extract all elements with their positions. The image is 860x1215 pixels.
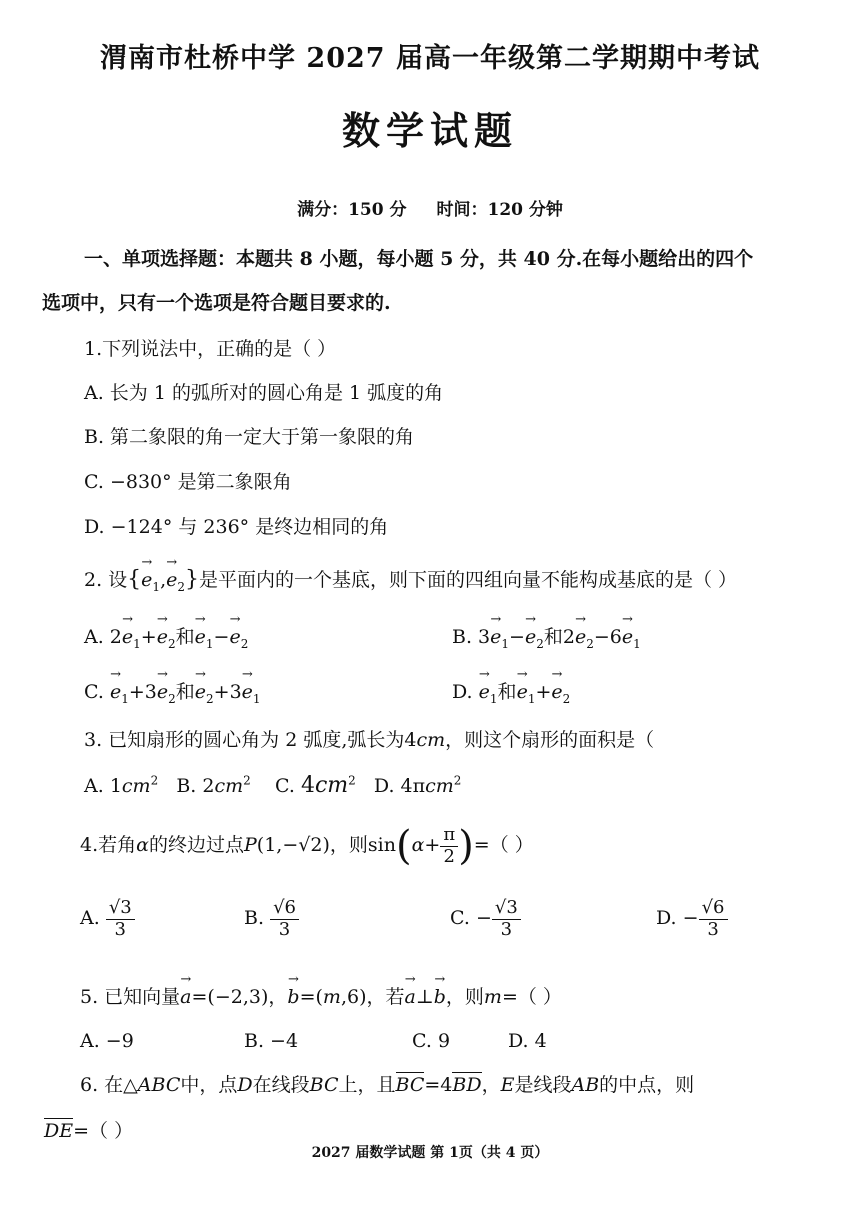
question-1-stem: 1.下列说法中，正确的是（ ） [84,338,337,360]
page-footer: 2027 届数学试题 第 1页（共 4 页） [311,1145,549,1161]
question-5-stem: 5. 已知向量→ a=(−2,3)，→ b=(m,6)，若→ a⊥→ b，则m=（ ） [80,982,562,1009]
question-2-option-b: B. $3\to e_1-\to e_2$和$2\to e_2-6\to e_1$ [452,622,641,651]
question-4-option-b: B. $\frac{√6}{3}$ [244,898,299,940]
full-score: 满分：150 分 [297,200,407,220]
question-1-option-a: A. 长为 1 的弧所对的圆心角是 1 弧度的角 [84,382,444,404]
question-3-stem: 3. 已知扇形的圆心角为 2 弧度,弧长为4cm，则这个扇形的面积是（ [84,729,655,751]
question-4-option-c: C. − $\frac{√3}{3}$ [450,898,521,940]
question-6-stem: 6. 在△ABC中，点D在线段BC上，且BC=4BD，E是线段AB的中点，则 [80,1074,695,1096]
question-4-stem: 4.若角α的终边过点P(1,−√2)，则sin(α+ $\frac{\pi}{2}$ )=（ ） [80,823,534,870]
question-1-option-b: B. 第二象限的角一定大于第一象限的角 [84,426,415,448]
question-2-option-d: D. → $e_1$和→ $e_1+\to e_2$ [452,677,570,706]
question-3-options [84,773,461,798]
question-3-option-b: B. $2cm^2$ [176,773,251,797]
question-2-option-a: A. $2\to e_1+\to e_2$和→ $e_1-\to e_2$ [84,622,248,651]
exam-meta [0,195,860,220]
question-1-option-d: D. −124° 与 236° 是终边相同的角 [84,516,389,538]
question-1-option-c: C. −830° 是第二象限角 [84,471,292,493]
question-2-stem: 2. 设{→ $e_1,\to e_2$}是平面内的一个基底，则下面的四组向量不能构成基底的是（ ） [84,565,737,594]
question-4-option-d: D. − $\frac{√6}{3}$ [656,898,728,940]
question-4-option-a: A. $\frac{√3}{3}$ [80,898,135,940]
subject-title: 数学试题 [341,108,518,153]
question-5-option-c: C. 9 [412,1030,451,1052]
question-5-option-a: A. −9 [80,1030,134,1052]
question-2-option-c: C. → $e_1+3\to e_2$和→ $e_2+3\to e_1$ [84,677,261,706]
school-title: 渭南市杜桥中学 2027 届高一年级第二学期期中考试 [100,43,760,74]
exam-time: 时间：120 分钟 [436,200,563,220]
question-6-stem-cont: DE=（ ） [44,1120,134,1142]
question-3-option-c: C. $4cm^2$ [274,773,356,798]
question-5-option-d: D. 4 [508,1030,547,1052]
question-3-option-a: A. $1cm^2$ [84,773,159,797]
question-5-option-b: B. −4 [244,1030,299,1052]
question-3-option-d: D. 4πcm$^2$ [373,773,462,797]
section-heading-line1: 一、单项选择题：本题共 8 小题，每小题 5 分，共 40 分.在每小题给出的四个 [84,248,754,270]
section-heading-line2: 选项中，只有一个选项是符合题目要求的. [42,292,391,314]
